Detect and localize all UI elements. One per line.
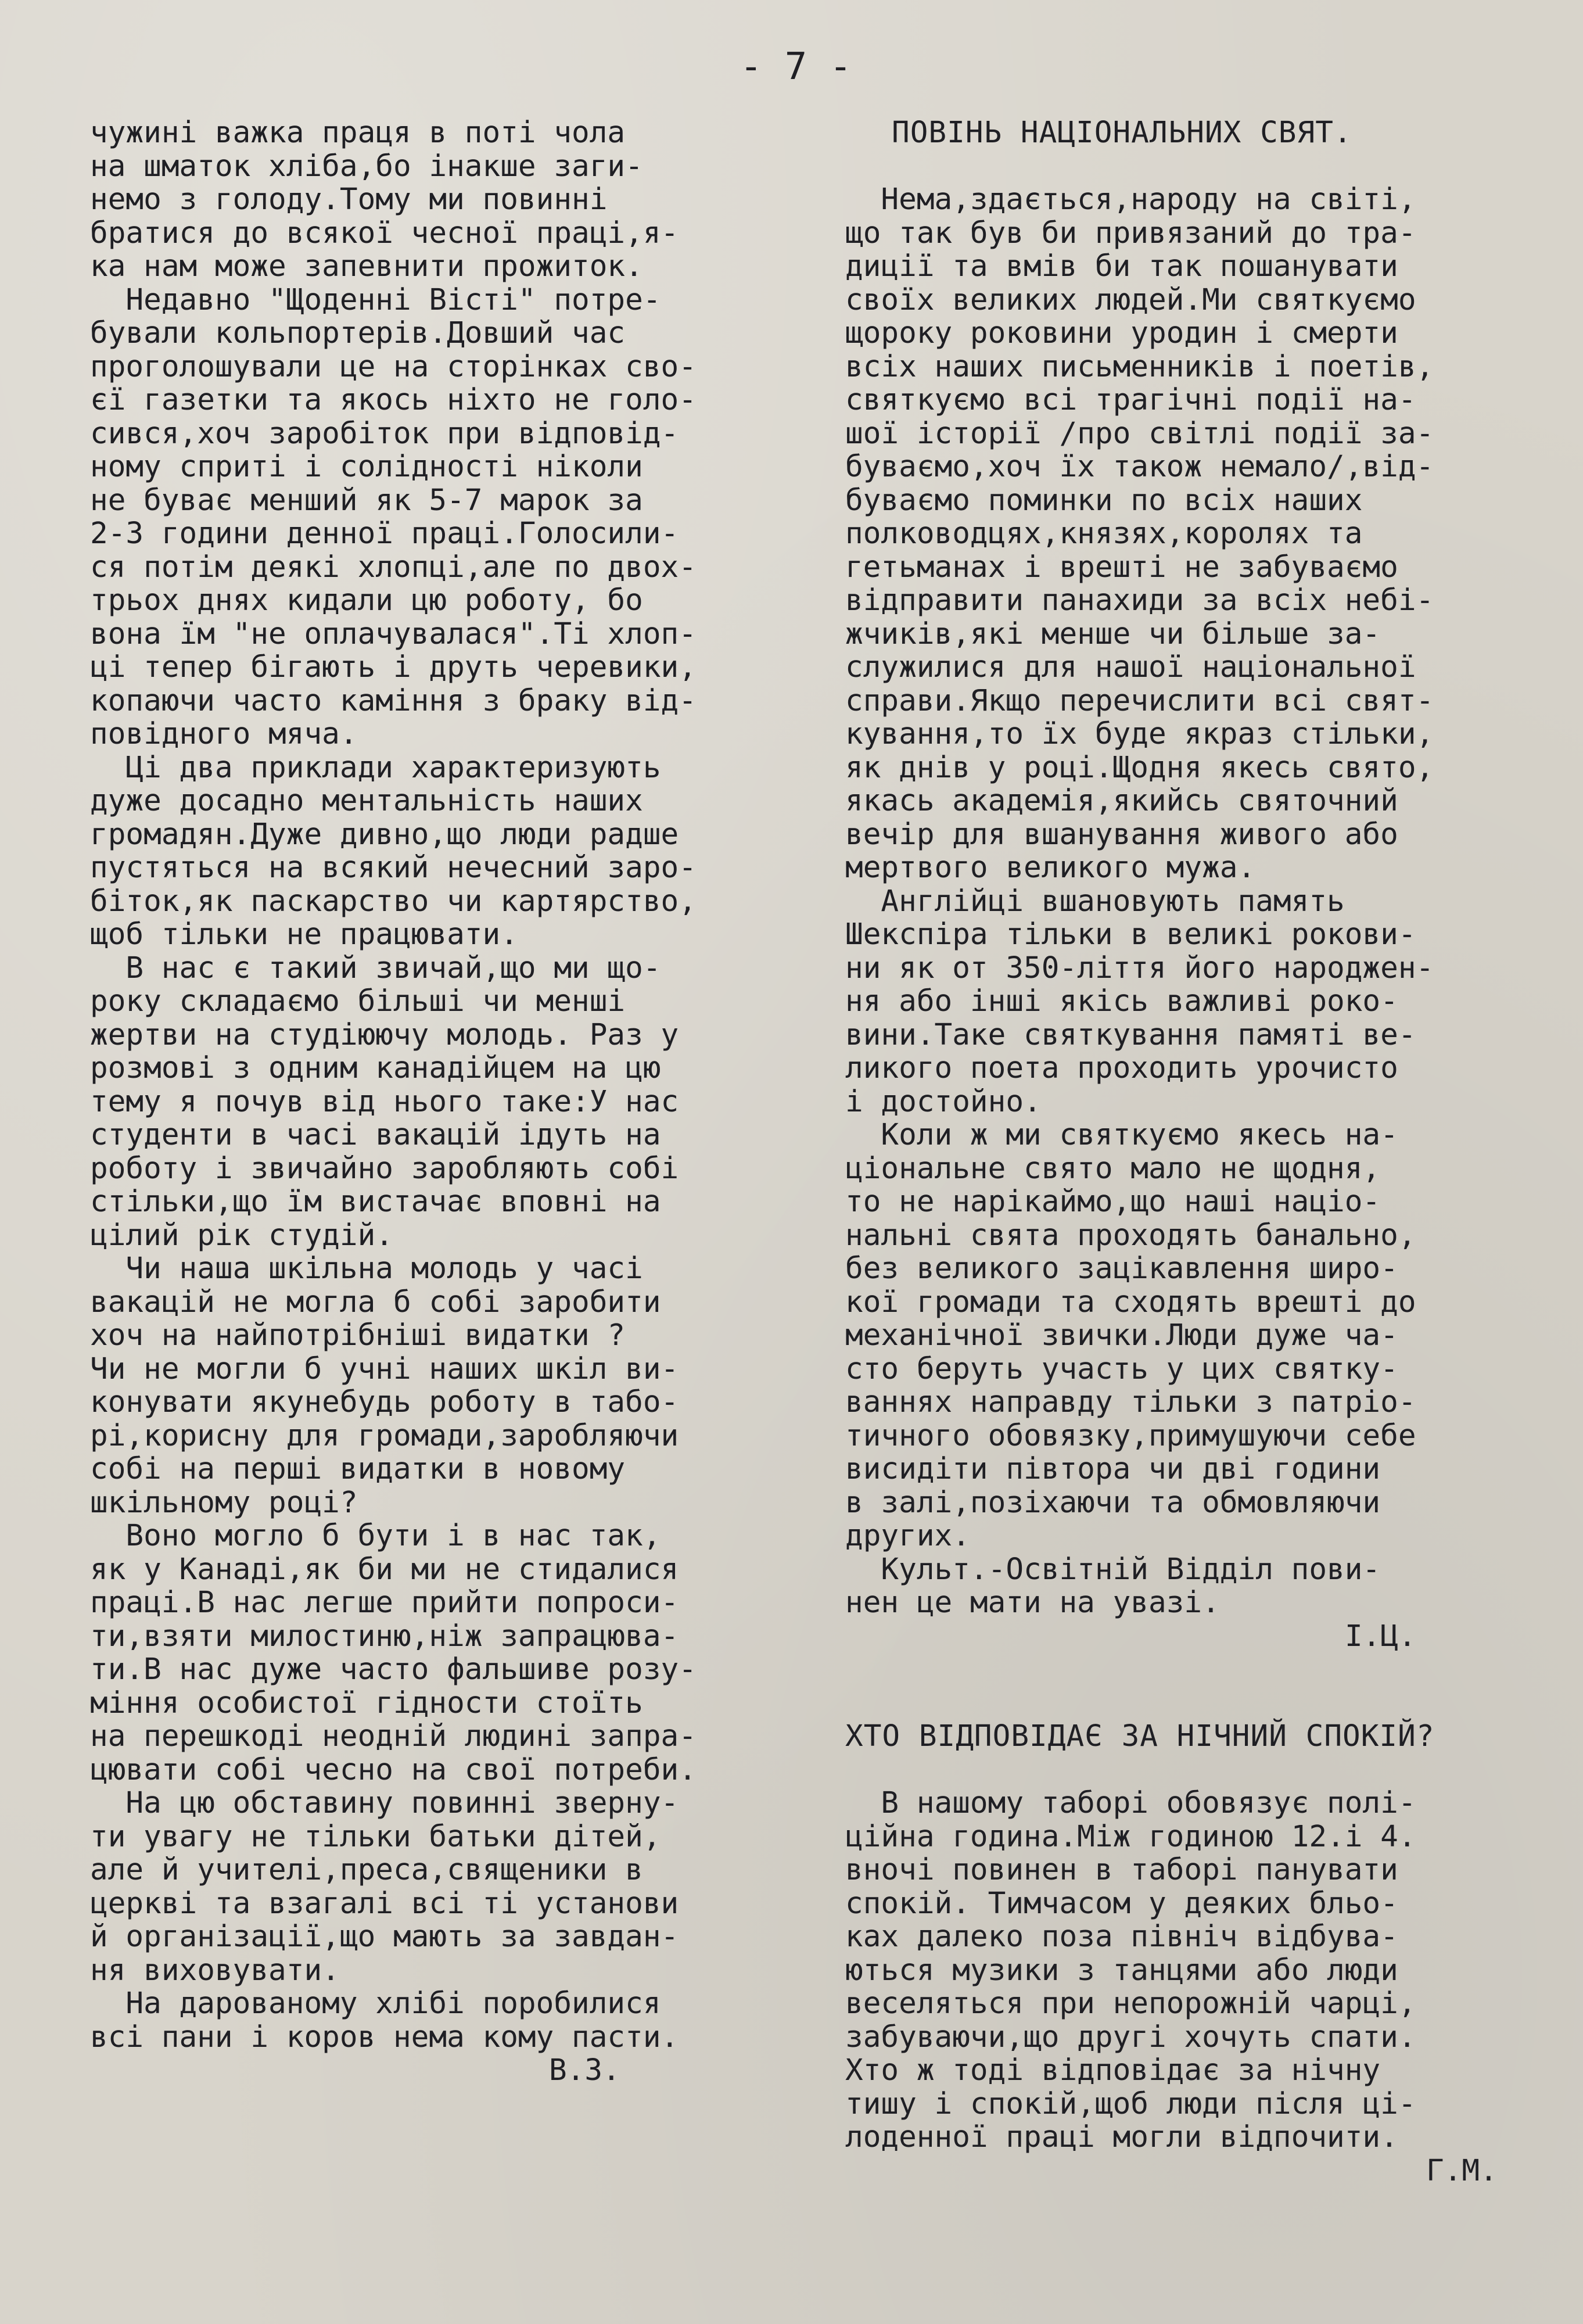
text-line: цілий рік студій. — [90, 1218, 393, 1253]
text-line: Воно могло б бути і в нас так, — [90, 1519, 661, 1553]
text-line: церкві та взагалі всі ті установи — [90, 1886, 679, 1921]
text-line: служилися для нашої національної — [845, 650, 1416, 684]
text-line: кої громади та сходять врешті до — [845, 1285, 1416, 1319]
text-line: ти,взяти милостиню,ніж запрацюва- — [90, 1619, 679, 1654]
text-line: нальні свята проходять банально, — [845, 1218, 1416, 1253]
text-line: пустяться на всякий нечесний заро- — [90, 851, 697, 885]
text-line: громадян.Дуже дивно,що люди радше — [90, 817, 679, 852]
text-line: Шекспіра тільки в великі рокови- — [845, 917, 1416, 952]
text-line: буваємо,хоч їх також немало/,від- — [845, 450, 1434, 484]
text-line: Культ.-Освітній Відділ пови- — [845, 1552, 1381, 1587]
text-line: нен це мати на увазі. — [845, 1586, 1220, 1620]
text-line: веселяться при непорожній чарці, — [845, 1986, 1416, 2021]
text-line: тему я почув від нього таке:У нас — [90, 1084, 679, 1119]
text-line: ках далеко поза північ відбува- — [845, 1920, 1398, 1954]
spacer — [845, 150, 1542, 184]
text-line: розмові з одним канадійцем на цю — [90, 1051, 661, 1085]
page-number: - 7 - — [740, 45, 852, 88]
text-line: На цю обставину повинні зверну- — [90, 1786, 679, 1820]
text-line: жчиків,які менше чи більше за- — [845, 616, 1381, 651]
text-line: хоч на найпотрібніші видатки ? — [90, 1318, 626, 1353]
text-line: Чи наша шкільна молодь у часі — [90, 1251, 643, 1286]
left-signature: В.З. — [549, 2053, 620, 2088]
text-line: ці тепер бігають і друть черевики, — [90, 650, 697, 684]
text-line: шої історії /про світлі події за- — [845, 416, 1434, 451]
text-line: й організації,що мають за завдан- — [90, 1920, 679, 1954]
text-line: забуваючи,що другі хочуть спати. — [845, 2020, 1416, 2054]
text-line: ня виховувати. — [90, 1953, 340, 1988]
text-line: як днів у році.Щодня якесь свято, — [845, 750, 1434, 785]
text-line: Хто ж тоді відповідає за нічну — [845, 2053, 1381, 2088]
text-line: святкуємо всі трагічні події на- — [845, 383, 1416, 417]
text-line: На дарованому хлібі поробилися — [90, 1986, 661, 2021]
text-line: спокій. Тимчасом у деяких бльо- — [845, 1886, 1398, 1921]
left-column-text — [90, 116, 805, 2088]
text-line: біток,як паскарство чи картярство, — [90, 884, 697, 919]
text-line: Чи не могли б учні наших шкіл ви- — [90, 1351, 679, 1386]
text-line: цювати собі чесно на свої потреби. — [90, 1752, 697, 1787]
left-column — [90, 116, 805, 2088]
spacer — [845, 1753, 1542, 1787]
text-line: єї газетки та якось ніхто не голо- — [90, 383, 697, 417]
text-line: шкільному році? — [90, 1485, 358, 1520]
text-line: на шматок хліба,бо інакше заги- — [90, 149, 643, 184]
article-title-night-quiet: ХТО ВІДПОВІДАЄ ЗА НІЧНИЙ СПОКІЙ? — [845, 1719, 1435, 1753]
text-line: ся потім деякі хлопці,але по двох- — [90, 550, 697, 584]
text-line: В нас є такий звичай,що ми що- — [90, 951, 661, 985]
text-line: буваємо поминки по всіх наших — [845, 483, 1363, 518]
text-line: без великого зацікавлення широ- — [845, 1251, 1398, 1286]
text-line: тишу і спокій,щоб люди після ці- — [845, 2086, 1416, 2121]
text-line: тичного обовязку,примушуючи себе — [845, 1418, 1416, 1453]
text-line: ти увагу не тільки батьки дітей, — [90, 1819, 661, 1854]
text-line: диції та вмів би так пошанувати — [845, 249, 1398, 284]
text-line: Англійці вшановують память — [845, 884, 1345, 919]
article-body-holidays — [845, 183, 1542, 1653]
text-line: рі,корисну для громади,заробляючи — [90, 1418, 679, 1453]
text-line: сто беруть участь у цих святку- — [845, 1351, 1398, 1386]
text-line: полководцях,князях,королях та — [845, 517, 1363, 551]
text-line: відправити панахиди за всіх небі- — [845, 583, 1434, 618]
text-line: ни як от 350-ліття його народжен- — [845, 951, 1434, 985]
text-line: своїх великих людей.Ми святкуємо — [845, 282, 1416, 317]
text-line: що так був би привязаний до тра- — [845, 216, 1416, 250]
text-line: дуже досадно ментальність наших — [90, 784, 643, 818]
text-line: висидіти півтора чи дві години — [845, 1452, 1381, 1486]
night-quiet-signature: Г.М. — [1426, 2153, 1498, 2188]
text-line: вечір для вшанування живого або — [845, 817, 1398, 852]
text-line: чужині важка праця в поті чола — [90, 116, 626, 150]
text-line: немо з голоду.Тому ми повинні — [90, 182, 608, 217]
text-line: братися до всякої чесної праці,я- — [90, 216, 679, 250]
text-line: всі пани і коров нема кому пасти. — [90, 2020, 679, 2054]
text-line: якась академія,якийсь святочний — [845, 784, 1398, 818]
text-line: В нашому таборі обовязує полі- — [845, 1786, 1416, 1820]
text-line: ка нам може запевнити прожиток. — [90, 249, 643, 284]
text-line: праці.В нас легше прийти попроси- — [90, 1586, 679, 1620]
text-line: і достойно. — [845, 1084, 1042, 1119]
text-line: Нема,здається,народу на світі, — [845, 182, 1416, 217]
text-line: ваннях направду тільки з патріо- — [845, 1385, 1416, 1419]
text-line: трьох днях кидали цю роботу, бо — [90, 583, 643, 618]
text-line: ційна година.Між годиною 12.і 4. — [845, 1819, 1416, 1854]
text-line: студенти в часі вакацій ідуть на — [90, 1118, 661, 1152]
article-body-night-quiet — [845, 1787, 1542, 2187]
right-column — [845, 116, 1542, 2187]
text-line: мертвого великого мужа. — [845, 851, 1256, 885]
spacer — [845, 1653, 1542, 1720]
text-line: жертви на студіюючу молодь. Раз у — [90, 1017, 679, 1052]
article-title-holidays: ПОВІНЬ НАЦІОНАЛЬНИХ СВЯТ. — [892, 116, 1352, 150]
text-line: вакацій не могла б собі заробити — [90, 1285, 661, 1319]
text-line: але й учителі,преса,священики в — [90, 1853, 643, 1887]
text-line: вини.Таке святкування памяті ве- — [845, 1017, 1416, 1052]
text-line: справи.Якщо перечислити всі свят- — [845, 683, 1434, 718]
text-line: проголошували це на сторінках сво- — [90, 349, 697, 384]
text-line: механічної звички.Люди дуже ча- — [845, 1318, 1398, 1353]
text-line: бували кольпортерів.Довший час — [90, 316, 626, 350]
text-line: гетьманах і врешті не забуваємо — [845, 550, 1398, 584]
text-line: Коли ж ми святкуємо якесь на- — [845, 1118, 1398, 1152]
text-line: всіх наших письменників і поетів, — [845, 349, 1434, 384]
text-line: лоденної праці могли відпочити. — [845, 2120, 1398, 2154]
text-line: Ці два приклади характеризують — [90, 750, 661, 785]
text-line: 2-3 години денної праці.Голосили- — [90, 517, 679, 551]
text-line: ються музики з танцями або люди — [845, 1953, 1398, 1988]
text-line: роботу і звичайно заробляють собі — [90, 1151, 679, 1186]
text-line: щороку роковини уродин і смерти — [845, 316, 1398, 350]
text-line: стільки,що їм вистачає вповні на — [90, 1185, 661, 1219]
text-line: конувати якунебудь роботу в табо- — [90, 1385, 679, 1419]
text-line: в залі,позіхаючи та обмовляючи — [845, 1485, 1381, 1520]
text-line: то не нарікаймо,що наші націо- — [845, 1185, 1381, 1219]
text-line: на перешкоді неодній людині запра- — [90, 1719, 697, 1753]
text-line: ня або інші якісь важливі роко- — [845, 984, 1398, 1018]
text-line: собі на перші видатки в новому — [90, 1452, 626, 1486]
text-line: вона їм "не оплачувалася".Ті хлоп- — [90, 616, 697, 651]
text-line: міння особистої гідности стоїть — [90, 1685, 643, 1720]
text-line: ликого поета проходить урочисто — [845, 1051, 1398, 1085]
text-line: кування,то їх буде якраз стільки, — [845, 717, 1434, 751]
text-line: копаючи часто каміння з браку від- — [90, 683, 697, 718]
text-line: ти.В нас дуже часто фальшиве розу- — [90, 1652, 697, 1687]
text-line: вночі повинен в таборі панувати — [845, 1853, 1398, 1887]
text-line: других. — [845, 1519, 970, 1553]
text-line: не буває менший як 5-7 марок за — [90, 483, 643, 518]
text-line: ціональне свято мало не щодня, — [845, 1151, 1381, 1186]
text-line: повідного мяча. — [90, 717, 358, 751]
text-line: ному сприті і солідності ніколи — [90, 450, 643, 484]
text-line: року складаємо більші чи менші — [90, 984, 626, 1018]
text-line: сився,хоч заробіток при відповід- — [90, 416, 679, 451]
text-line: як у Канаді,як би ми не стидалися — [90, 1552, 679, 1587]
text-line: щоб тільки не працювати. — [90, 917, 518, 952]
text-line: Недавно "Щоденні Вісті" потре- — [90, 282, 661, 317]
holidays-signature: І.Ц. — [1345, 1619, 1416, 1654]
